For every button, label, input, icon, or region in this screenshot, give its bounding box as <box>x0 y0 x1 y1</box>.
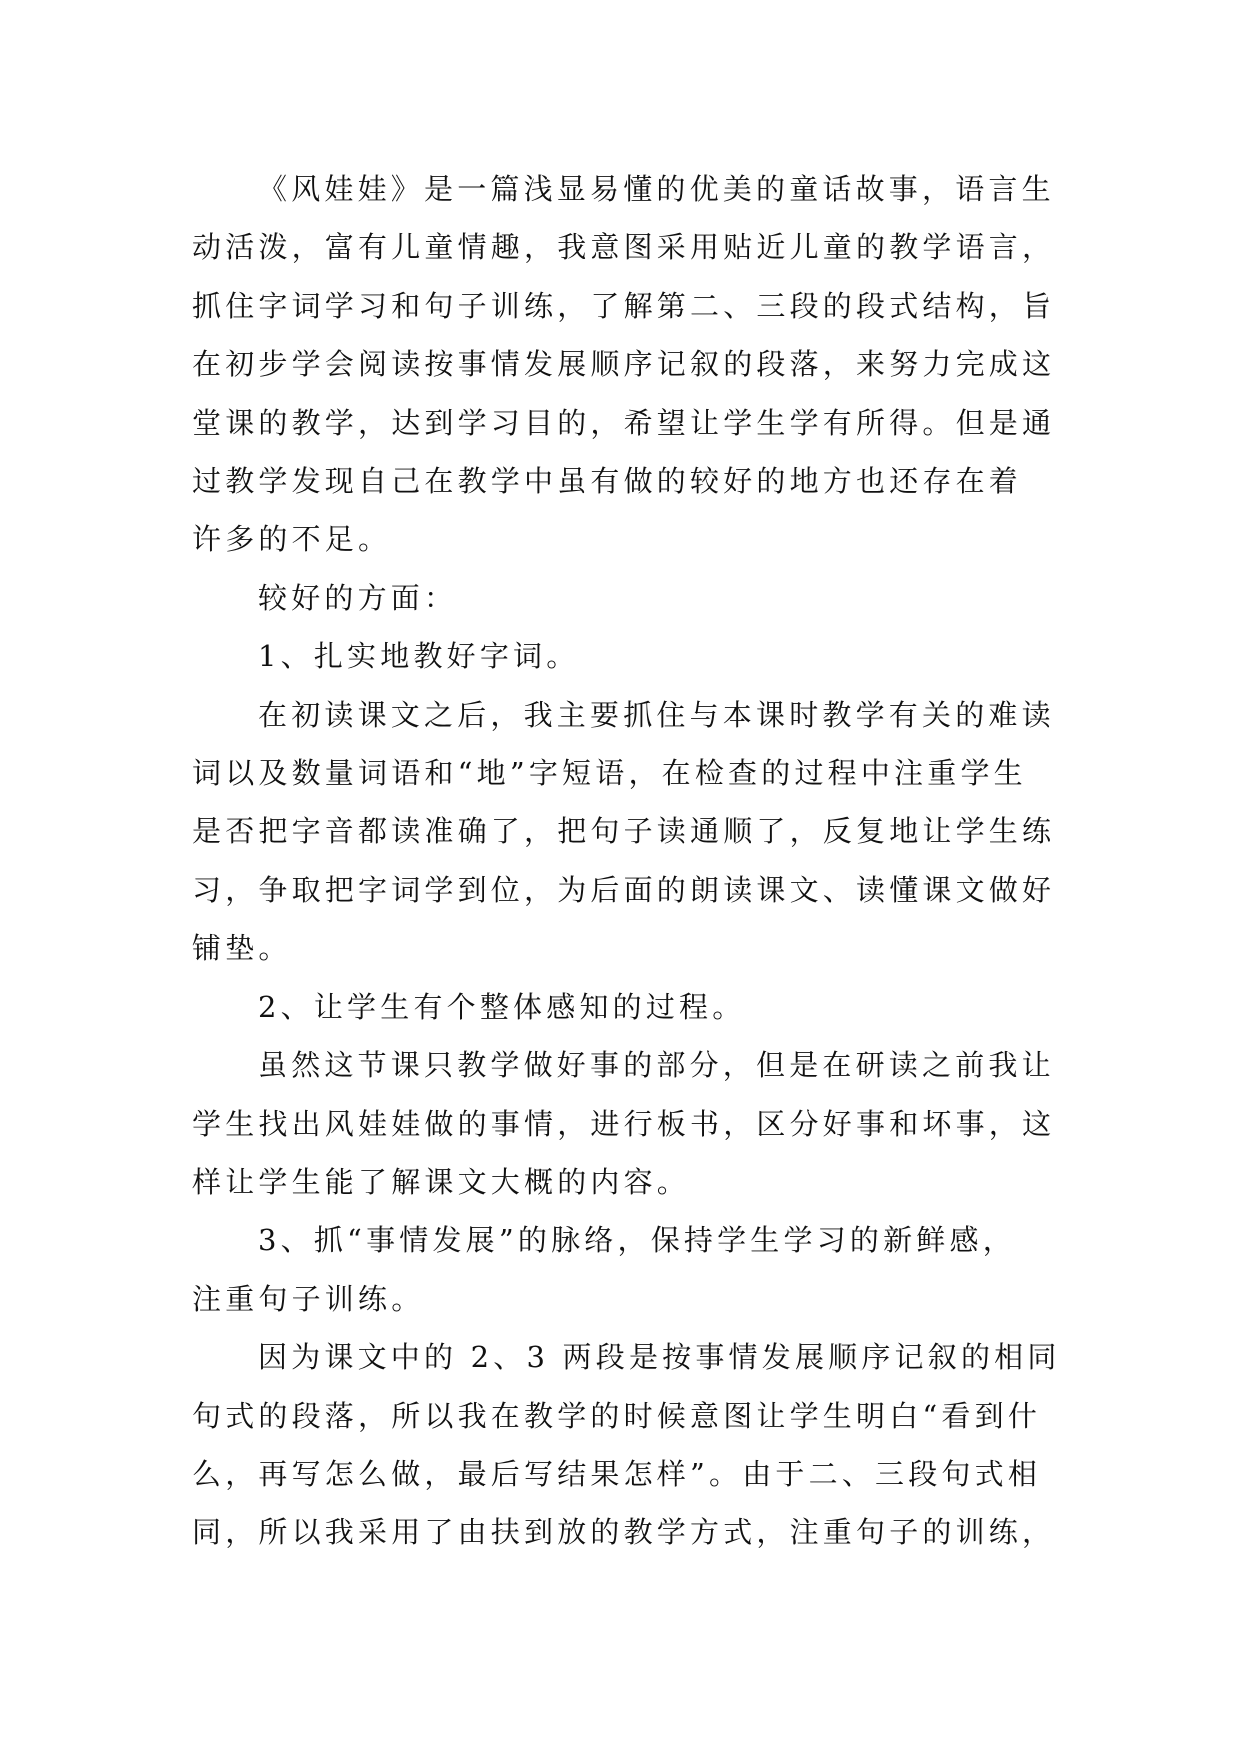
text-line: 3、抓“事情发展”的脉络，保持学生学习的新鲜感， <box>258 1223 1016 1258</box>
text-line: 词以及数量词语和“地”字短语，在检查的过程中注重学生 <box>192 756 1027 791</box>
text-line: 句式的段落，所以我在教学的时候意图让学生明白“看到什 <box>192 1398 1042 1433</box>
text-line: 虽然这节课只教学做好事的部分，但是在研读之前我让 <box>258 1048 1055 1083</box>
text-line: 过教学发现自己在教学中虽有做的较好的地方也还存在着 <box>192 464 1023 499</box>
paragraph <box>192 627 1052 685</box>
text-line: 注重句子训练。 <box>192 1281 425 1316</box>
text-line: 堂课的教学，达到学习目的，希望让学生学有所得。但是通 <box>192 405 1056 440</box>
text-line: 在初读课文之后，我主要抓住与本课时教学有关的难读 <box>258 697 1055 732</box>
paragraph <box>192 1328 1061 1562</box>
text-line: 铺垫。 <box>192 931 292 966</box>
document-body <box>192 160 1061 1562</box>
text-line: 因为课文中的 2、3 两段是按事情发展顺序记叙的相同 <box>258 1340 1061 1375</box>
paragraph <box>192 569 1052 627</box>
text-line: 动活泼，富有儿童情趣，我意图采用贴近儿童的教学语言， <box>192 230 1056 265</box>
text-line: 许多的不足。 <box>192 522 392 557</box>
paragraph <box>192 160 1056 569</box>
text-line: 2、让学生有个整体感知的过程。 <box>258 989 746 1024</box>
text-line: 在初步学会阅读按事情发展顺序记叙的段落，来努力完成这 <box>192 347 1056 382</box>
paragraph <box>192 1036 1056 1211</box>
paragraph <box>192 1211 1052 1328</box>
text-line: 同，所以我采用了由扶到放的教学方式，注重句子的训练， <box>192 1515 1056 1550</box>
text-line: 抓住字词学习和句子训练，了解第二、三段的段式结构，旨 <box>192 288 1056 323</box>
text-line: 样让学生能了解课文大概的内容。 <box>192 1164 691 1199</box>
paragraph <box>192 686 1056 978</box>
text-line: 习，争取把字词学到位，为后面的朗读课文、读懂课文做好 <box>192 872 1056 907</box>
text-line: 较好的方面： <box>258 580 458 615</box>
text-line: 是否把字音都读准确了，把句子读通顺了，反复地让学生练 <box>192 814 1056 849</box>
text-line: 1、扎实地教好字词。 <box>258 639 580 674</box>
text-line: 《风娃娃》是一篇浅显易懂的优美的童话故事，语言生 <box>258 172 1055 206</box>
text-line: 学生找出风娃娃做的事情，进行板书，区分好事和坏事，这 <box>192 1106 1056 1141</box>
text-line: 么，再写怎么做，最后写结果怎样”。由于二、三段句式相 <box>192 1456 1042 1491</box>
paragraph <box>192 978 1052 1036</box>
